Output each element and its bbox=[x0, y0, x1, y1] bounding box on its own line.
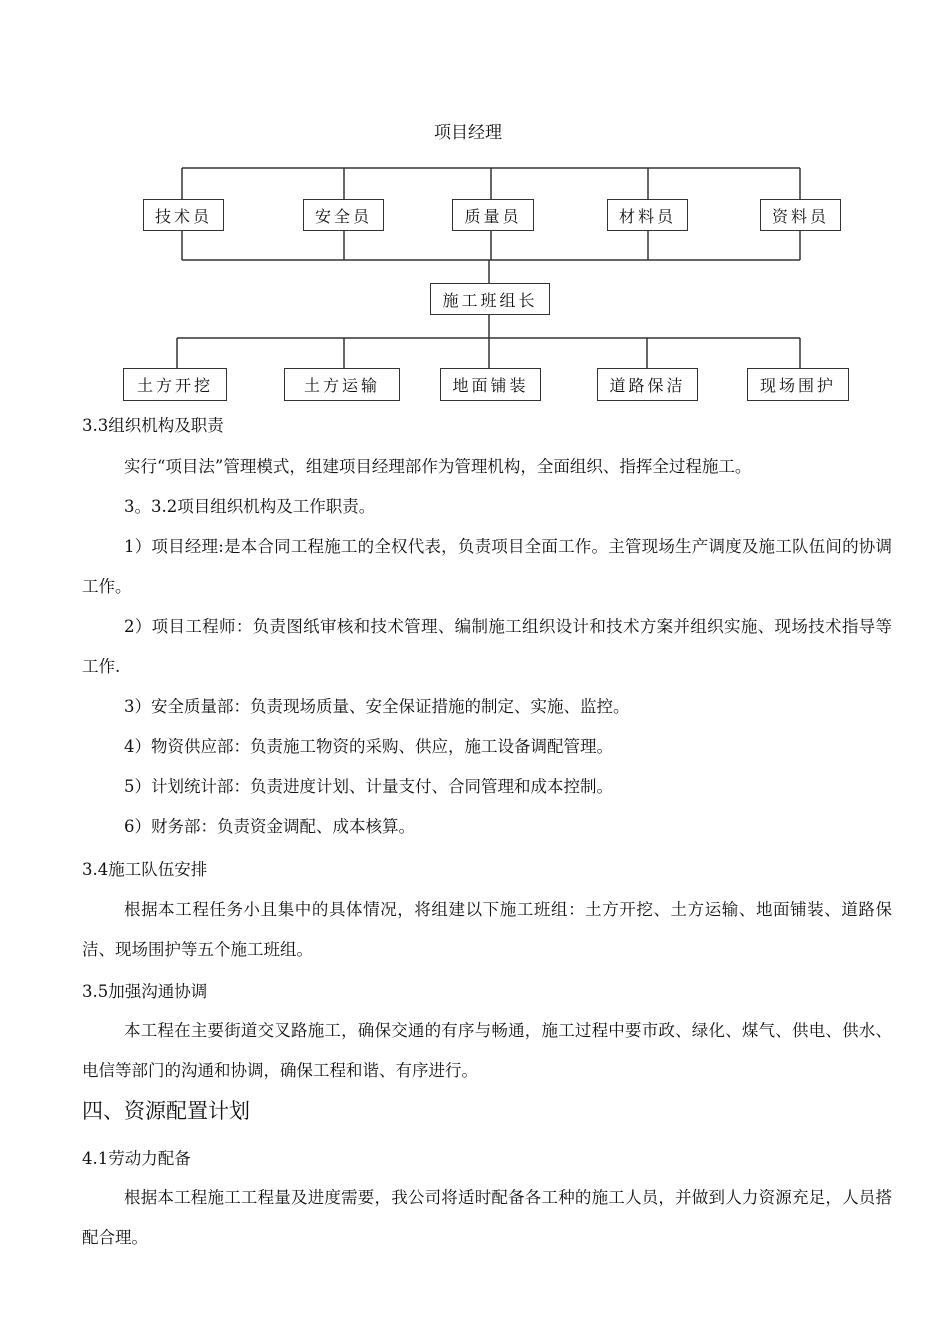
duty-finance: 6）财务部：负责资金调配、成本核算。 bbox=[124, 817, 415, 836]
org-box-road-cleaning: 道路保洁 bbox=[597, 368, 698, 401]
paragraph-3-5: 本工程在主要街道交叉路施工，确保交通的有序与畅通，施工过程中要市政、绿化、煤气、供电、供水、电信等部门的沟通和协调，确保工程和谐、有序进行。 bbox=[82, 1021, 892, 1080]
org-box-safety-officer: 安全员 bbox=[303, 199, 384, 231]
paragraph-3-3-intro: 实行“项目法”管理模式，组建项目经理部作为管理机构，全面组织、指挥全过程施工。 bbox=[124, 457, 752, 476]
paragraph-4-1: 根据本工程施工工程量及进度需要，我公司将适时配备各工种的施工人员，并做到人力资源充足，人员搭配合理。 bbox=[82, 1188, 892, 1247]
org-chart bbox=[0, 0, 950, 410]
duty-materials-supply: 4）物资供应部：负责施工物资的采购、供应，施工设备调配管理。 bbox=[124, 737, 613, 756]
chapter-4-heading: 四、资源配置计划 bbox=[82, 1099, 250, 1123]
heading-3-3: 3.3组织机构及职责 bbox=[82, 416, 224, 435]
org-box-technician: 技术员 bbox=[143, 199, 224, 231]
duty-project-engineer: 2）项目工程师：负责图纸审核和技术管理、编制施工组织设计和技术方案并组织实施、现场技术指导等工作. bbox=[82, 617, 892, 676]
org-box-documents-officer: 资料员 bbox=[760, 199, 841, 231]
duty-project-manager: 1）项目经理:是本合同工程施工的全权代表，负责项目全面工作。主管现场生产调度及施工队伍间的协调工作。 bbox=[82, 537, 892, 596]
org-box-team-leader: 施工班组长 bbox=[430, 283, 550, 315]
heading-4-1: 4.1劳动力配备 bbox=[82, 1149, 191, 1168]
org-box-earth-transport: 土方运输 bbox=[284, 368, 400, 401]
org-box-materials-officer: 材料员 bbox=[607, 199, 688, 231]
org-box-site-fencing: 现场围护 bbox=[747, 368, 849, 401]
heading-3-3-2: 3。3.2项目组织机构及工作职责。 bbox=[124, 497, 376, 516]
paragraph-3-4: 根据本工程任务小且集中的具体情况，将组建以下施工班组：土方开挖、土方运输、地面铺装、道路保洁、现场围护等五个施工班组。 bbox=[82, 900, 892, 959]
heading-3-5: 3.5加强沟通协调 bbox=[82, 982, 208, 1001]
org-top-project-manager: 项目经理 bbox=[434, 123, 502, 143]
heading-3-4: 3.4施工队伍安排 bbox=[82, 860, 208, 879]
org-box-ground-paving: 地面铺装 bbox=[440, 368, 541, 401]
duty-safety-quality: 3）安全质量部：负责现场质量、安全保证措施的制定、实施、监控。 bbox=[124, 697, 630, 716]
org-box-quality-officer: 质量员 bbox=[452, 199, 534, 231]
duty-planning-statistics: 5）计划统计部：负责进度计划、计量支付、合同管理和成本控制。 bbox=[124, 777, 613, 796]
org-box-earth-excavation: 土方开挖 bbox=[123, 368, 227, 401]
